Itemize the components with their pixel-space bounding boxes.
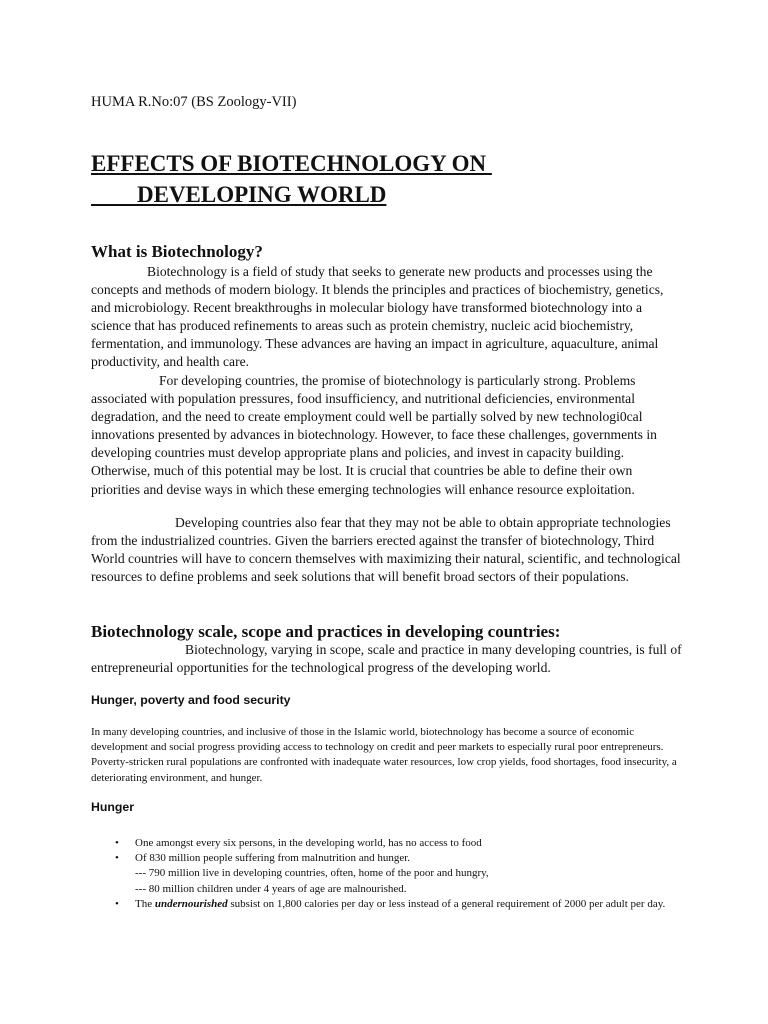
- paragraph-1: Biotechnology is a field of study that seeks to generate new products and processes using the concepts and methods of modern biology. It blends the principles and practices of biochemistry, genetics, and microbiology. Recent breakthroughs in molecular biology have transformed biotechnology into a science that has produced refinements to areas such as protein chemistry, nucleic acid biochemistry, fermentation, and immunology. These advances are having an impact in agriculture, aquaculture, animal productivity, and health care.: [91, 264, 664, 370]
- list-item: [91, 851, 691, 897]
- paragraph-3: Developing countries also fear that they may not be able to obtain appropriate technologies from the industrialized countries. Given the barriers erected against the transfer of biotechnology, Third World countries will have to concern themselves with maximizing their natural, scientific, and technological resources to define problems and seek solutions that will benefit broad sectors of their populations.: [91, 515, 681, 585]
- title-line-1: EFFECTS OF BIOTECHNOLOGY ON: [91, 151, 492, 176]
- paragraph-2: For developing countries, the promise of biotechnology is particularly strong. Problems associated with population pressures, food insufficiency, and nutritional deficiencies, environmental degradation, and the need to create employment could well be partially solved by new technologi0cal innovations presented by advances in biotechnology. However, to face these challenges, governments in developing countries must develop appropriate plans and policies, and invest in capacity building. Otherwise, much of this potential may be lost. It is crucial that countries be able to define their own priorities and devise ways in which these emerging technologies will enhance resource exploitation.: [91, 373, 657, 497]
- section-heading-hunger: Hunger: [91, 800, 135, 814]
- section-heading-scale-scope: Biotechnology scale, scope and practices in developing countries:: [91, 622, 561, 641]
- bullet-icon: •: [115, 837, 119, 849]
- paragraph-4: Biotechnology, varying in scope, scale and practice in many developing countries, is full of entrepreneurial opportunities for the technological progress of the developing world.: [91, 642, 682, 676]
- hunger-bullet-list: [91, 836, 691, 912]
- bullet-text-rest: subsist on 1,800 calories per day or less instead of a general requirement of 2000 per adult per day.: [227, 897, 666, 910]
- bullet-subline: --- 80 million children under 4 years of age are malnourished.: [135, 882, 407, 895]
- list-item: [91, 897, 691, 912]
- bullet-text: One amongst every six persons, in the developing world, has no access to food: [135, 837, 482, 849]
- author-header: HUMA R.No:07 (BS Zoology-VII): [91, 94, 297, 110]
- bullet-emphasis: undernourished: [154, 897, 228, 910]
- bullet-icon: •: [115, 897, 119, 910]
- paragraph-5: In many developing countries, and inclusive of those in the Islamic world, biotechnology has become a source of economic development and social progress providing access to technology on credit and peer markets to especially rural poor entrepreneurs. Poverty-stricken rural populations are confronted with inadequate water resources, low crop yields, food shortages, food insecurity, a deteriorating environment, and hunger.: [91, 726, 677, 784]
- section-heading-what-is-biotech: What is Biotechnology?: [91, 242, 263, 261]
- title-line-2: DEVELOPING WORLD: [91, 182, 387, 207]
- bullet-text-prefix: The: [135, 897, 155, 910]
- bullet-text: Of 830 million people suffering from malnutrition and hunger.: [135, 852, 411, 865]
- section-heading-hunger-poverty: Hunger, poverty and food security: [91, 693, 291, 707]
- bullet-subline: --- 790 million live in developing countries, often, home of the poor and hungry,: [135, 867, 489, 880]
- list-item: [91, 836, 691, 851]
- bullet-icon: •: [115, 852, 119, 865]
- document-title: [91, 148, 611, 210]
